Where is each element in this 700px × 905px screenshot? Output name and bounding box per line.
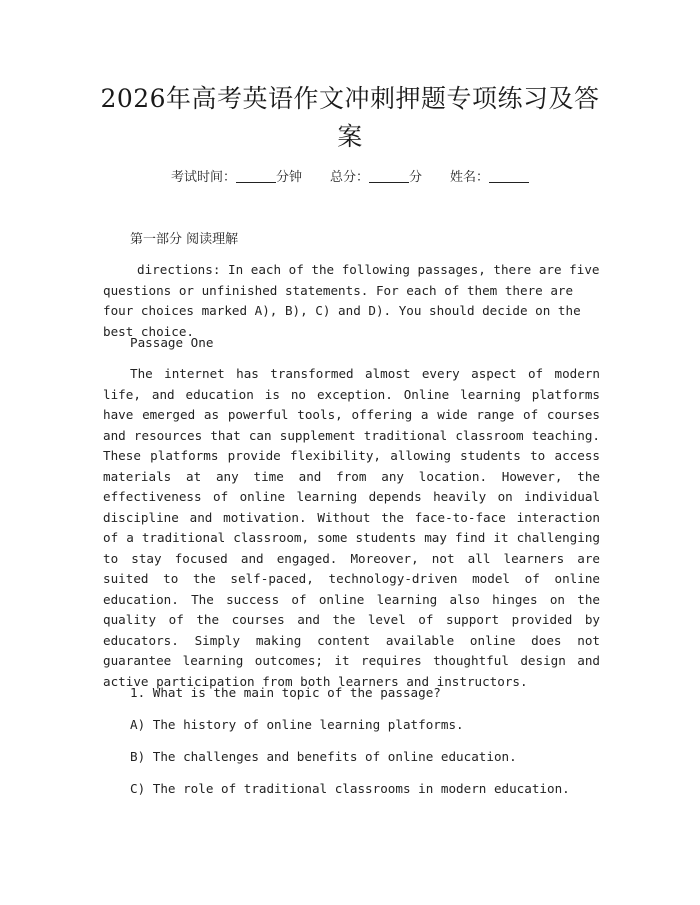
name-label: 姓名： [450,170,490,185]
name-blank [489,168,529,183]
passage-text: The internet has transformed almost every aspect of modern life, and education is no exception. Online learning platforms have emerged as powerful tools, offering a wide range of courses and resources that can supplement traditional classroom teaching. These platforms provide flexibility, allowing students to access materials at any time and from any location. However, the effectiveness of online learning depends heavily on individual discipline and motivation. Without the face-to-face interaction of a traditional classroom, some students may find it challenging to stay focused and engaged. Moreover, not all learners are suited to the self-paced, technology-driven model of online education. The success of online learning also hinges on the quality of the courses and the level of support provided by educators. Simply making content available online does not guarantee learning outcomes; it requires thoughtful design and active participation from both learners and instructors. [103,366,600,689]
title-line-1: 2026年高考英语作文冲刺押题专项练习及答 [100,84,600,113]
section-heading: 第一部分 阅读理解 [130,232,239,247]
question-1-option-a: A) The history of online learning platforms. [130,717,464,732]
time-unit: 分钟 [275,170,302,185]
time-label: 考试时间： [170,170,236,185]
question-1-option-c: C) The role of traditional classrooms in modern education. [130,781,570,796]
question-1-option-b: B) The challenges and benefits of online education. [130,749,517,764]
question-1-stem: 1. What is the main topic of the passage? [130,685,441,700]
time-blank [236,168,276,183]
passage [103,364,600,692]
score-unit: 分 [409,170,423,185]
directions [103,260,600,342]
time-field [171,170,302,185]
exam-meta [0,168,700,188]
title-line-2: 案 [337,122,363,151]
document-title [90,80,610,156]
score-blank [369,168,409,183]
passage-title: Passage One [130,335,214,350]
score-field [330,170,422,185]
name-field [450,170,529,185]
score-label: 总分： [329,170,369,185]
directions-text: directions: In each of the following passages, there are five questions or unfinished statements. For each of them there are four choices marked A), B), C) and D). You should decide on the best choice. [103,262,600,339]
